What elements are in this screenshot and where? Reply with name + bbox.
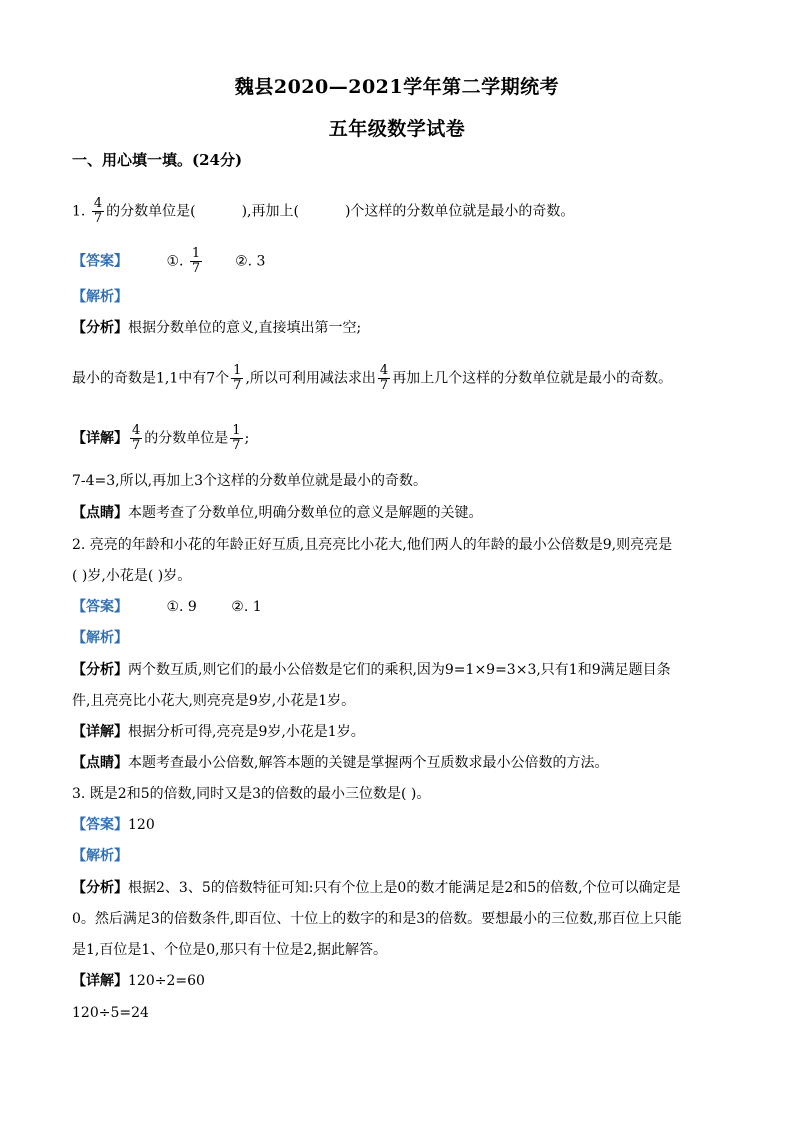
answer-tag: 【答案】 [72, 253, 128, 270]
xiangjie-tag: 【详解】 [72, 724, 128, 740]
question-text: 的分数单位是( [106, 203, 196, 220]
fraction-denominator: 7 [232, 438, 241, 453]
dianjing-tag: 【点睛】 [72, 755, 128, 771]
analysis-tag-line [72, 287, 732, 307]
fraction-denominator: 7 [191, 261, 201, 276]
fraction-numerator: 4 [93, 196, 103, 211]
calc-line: 120÷5=24 [72, 1005, 149, 1021]
answer-line [72, 815, 732, 835]
xiangjie-tag: 【详解】 [72, 973, 128, 989]
analysis-line: 件,且亮亮比小花大,则亮亮是9岁,小花是1岁。 [72, 693, 356, 709]
fraction-denominator: 7 [132, 438, 141, 453]
document-title: 魏县2020—2021学年第二学期统考 [234, 76, 560, 98]
detail-line [72, 722, 732, 742]
fenxi-text: 根据2、3、5的倍数特征可知:只有个位上是0的数才能满足是2和5的倍数,个位可以确定是 [128, 880, 681, 896]
fraction [231, 364, 243, 393]
answer-line [72, 247, 732, 276]
fraction-denominator: 7 [93, 211, 103, 226]
analysis-tag-line [72, 846, 732, 866]
fraction-numerator: 1 [191, 246, 201, 261]
answer-item-2: ②. 1 [231, 599, 262, 615]
answer-item-2: ②. 3 [235, 253, 266, 270]
analysis-line: 0。然后满足3的倍数条件,即百位、十位上的数字的和是3的倍数。要想最小的三位数,那百位上只能 [72, 911, 682, 927]
answer-line [72, 597, 732, 617]
detail-text: 的分数单位是 [144, 430, 229, 447]
fraction-denominator: 7 [379, 378, 389, 393]
fenxi-text: 根据分数单位的意义,直接填出第一空; [128, 320, 362, 336]
analysis-line [72, 660, 732, 680]
fraction [130, 424, 142, 453]
analysis-tag: 【解析】 [72, 848, 128, 864]
analysis-tag-line [72, 628, 732, 648]
fraction [92, 197, 104, 226]
question-text: ),再加上( [241, 203, 299, 220]
answer-value: 120 [128, 817, 155, 833]
detail-line [72, 424, 732, 453]
analysis-text: ,所以可利用减法求出 [245, 370, 376, 387]
answer-tag: 【答案】 [72, 599, 128, 615]
fenxi-tag: 【分析】 [72, 880, 128, 896]
detail-line [72, 971, 732, 991]
fraction-denominator: 7 [233, 378, 242, 393]
analysis-tag: 【解析】 [72, 289, 128, 305]
dianjing-text: 本题考查最小公倍数,解答本题的关键是掌握两个互质数求最小公倍数的方法。 [128, 755, 609, 771]
fraction [230, 424, 242, 453]
question-2-cont: ( )岁,小花是( )岁。 [72, 568, 192, 584]
answer-item-1: ①. 9 [166, 599, 197, 615]
analysis-line: 是1,百位是1、个位是0,那只有十位是2,据此解答。 [72, 942, 387, 958]
fenxi-text: 两个数互质,则它们的最小公倍数是它们的乘积,因为9=1×9=3×3,只有1和9满足题目条 [128, 662, 671, 678]
xiangjie-tag: 【详解】 [72, 430, 128, 447]
summary-line [72, 503, 732, 523]
question-number: 1. [72, 203, 86, 220]
question-text: )个这样的分数单位就是最小的奇数。 [344, 203, 575, 220]
dianjing-text: 本题考查了分数单位,明确分数单位的意义是解题的关键。 [128, 505, 483, 521]
analysis-line [72, 364, 732, 393]
analysis-text: 再加上几个这样的分数单位就是最小的奇数。 [392, 370, 673, 387]
question-2: 2. 亮亮的年龄和小花的年龄正好互质,且亮亮比小花大,他们两人的年龄的最小公倍数是9,则亮亮是 [72, 537, 673, 553]
fenxi-tag: 【分析】 [72, 662, 128, 678]
question-1 [72, 197, 732, 226]
analysis-text: 最小的奇数是1,1中有7个 [72, 370, 230, 387]
detail-text: ; [244, 430, 250, 447]
summary-line [72, 753, 732, 773]
fraction-numerator: 1 [233, 363, 242, 378]
detail-text: 根据分析可得,亮亮是9岁,小花是1岁。 [128, 724, 365, 740]
analysis-tag: 【解析】 [72, 630, 128, 646]
dianjing-tag: 【点睛】 [72, 505, 128, 521]
fraction-numerator: 1 [232, 423, 241, 438]
detail-text: 120÷2=60 [128, 973, 205, 989]
answer-tag: 【答案】 [72, 817, 128, 833]
question-3: 3. 既是2和5的倍数,同时又是3的倍数的最小三位数是( )。 [72, 786, 431, 802]
section-heading: 一、用心填一填。(24分) [72, 151, 243, 169]
fraction-numerator: 4 [379, 363, 389, 378]
fenxi-tag: 【分析】 [72, 320, 128, 336]
fraction-numerator: 4 [132, 423, 141, 438]
analysis-line [72, 318, 732, 338]
analysis-line [72, 878, 732, 898]
fraction [378, 364, 390, 393]
answer-item-1: ①. [166, 253, 184, 270]
document-subtitle: 五年级数学试卷 [328, 118, 466, 140]
calc-line: 7-4=3,所以,再加上3个这样的分数单位就是最小的奇数。 [72, 473, 427, 489]
fraction [190, 247, 202, 276]
